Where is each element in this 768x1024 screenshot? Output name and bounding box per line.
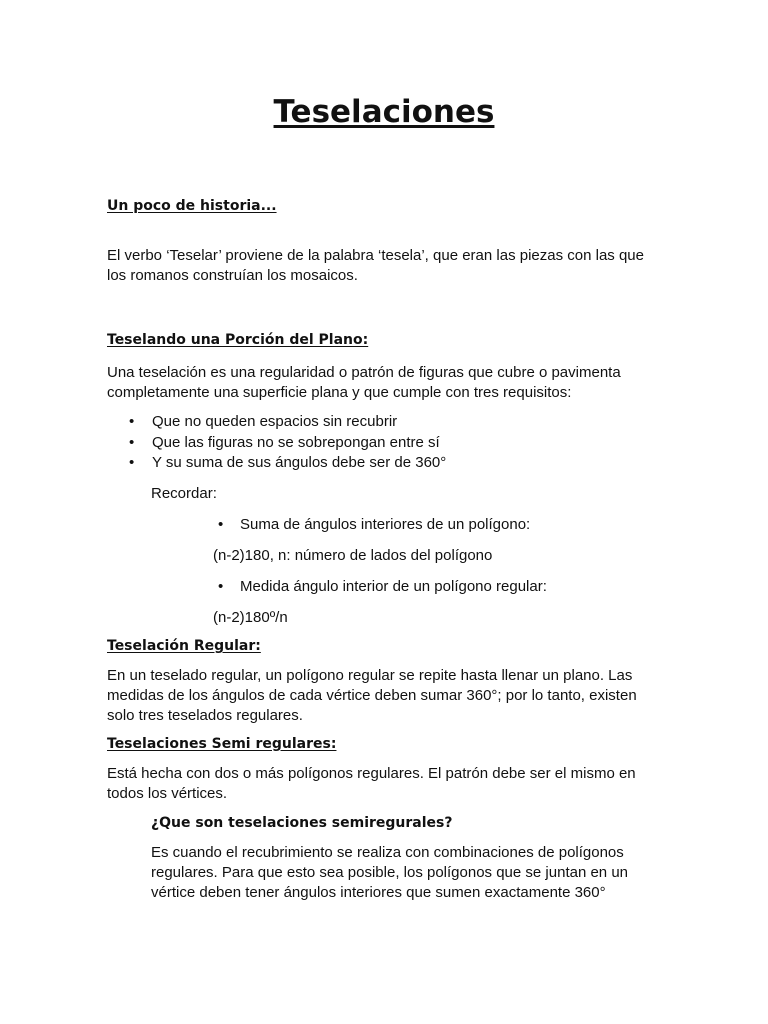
heading-semi: Teselaciones Semi regulares: [107, 736, 337, 752]
formula-medida: (n-2)180º/n [213, 609, 288, 626]
page-title: Teselaciones [273, 94, 495, 130]
requirements-list [107, 412, 446, 474]
answer-line-1: Es cuando el recubrimiento se realiza con combinaciones de polígonos [151, 844, 624, 861]
regular-paragraph [107, 666, 637, 726]
question-heading: ¿Que son teselaciones semiregurales? [151, 815, 453, 831]
historia-line-1: El verbo ‘Teselar’ proviene de la palabra ‘tesela’, que eran las piezas con las que [107, 247, 644, 264]
semi-paragraph [107, 764, 636, 804]
list-item [107, 453, 446, 474]
regular-line-3: solo tres teselados regulares. [107, 707, 303, 724]
heading-historia: Un poco de historia... [107, 198, 277, 214]
bullet-icon: • [129, 454, 135, 471]
historia-paragraph [107, 246, 644, 286]
porcion-line-2: completamente una superficie plana y que cumple con tres requisitos: [107, 384, 572, 401]
bullet-icon: • [218, 578, 224, 595]
reminder-list-1 [214, 515, 530, 536]
heading-regular: Teselación Regular: [107, 638, 261, 654]
bullet-icon: • [129, 433, 135, 451]
reminder-list-2 [214, 577, 547, 598]
historia-line-2: los romanos construían los mosaicos. [107, 267, 358, 284]
porcion-paragraph [107, 363, 621, 403]
list-item [107, 412, 446, 433]
semi-line-2: todos los vértices. [107, 785, 228, 802]
bullet-icon: • [218, 516, 224, 533]
list-item-text: Medida ángulo interior de un polígono regular: [240, 578, 547, 595]
list-item-text: Que las figuras no se sobrepongan entre sí [152, 433, 440, 451]
list-item-text: Y su suma de sus ángulos debe ser de 360° [152, 454, 447, 471]
regular-line-1: En un teselado regular, un polígono regular se repite hasta llenar un plano. Las [107, 667, 633, 684]
porcion-line-1: Una teselación es una regularidad o patrón de figuras que cubre o pavimenta [107, 364, 621, 381]
list-item-text: Suma de ángulos interiores de un polígono: [240, 516, 531, 533]
list-item [107, 433, 446, 454]
answer-line-2: regulares. Para que esto sea posible, los polígonos que se juntan en un [151, 864, 628, 881]
regular-line-2: medidas de los ángulos de cada vértice deben sumar 360°; por lo tanto, existen [107, 687, 637, 704]
list-item [214, 577, 547, 598]
list-item [214, 515, 530, 536]
answer-line-3: vértice deben tener ángulos interiores que sumen exactamente 360° [151, 884, 606, 901]
semi-line-1: Está hecha con dos o más polígonos regulares. El patrón debe ser el mismo en [107, 765, 636, 782]
recordar-label: Recordar: [151, 485, 217, 502]
heading-porcion: Teselando una Porción del Plano: [107, 332, 369, 348]
answer-paragraph [151, 843, 628, 903]
list-item-text: Que no queden espacios sin recubrir [152, 413, 398, 430]
formula-suma: (n-2)180, n: número de lados del polígono [213, 547, 493, 564]
bullet-icon: • [129, 413, 135, 430]
